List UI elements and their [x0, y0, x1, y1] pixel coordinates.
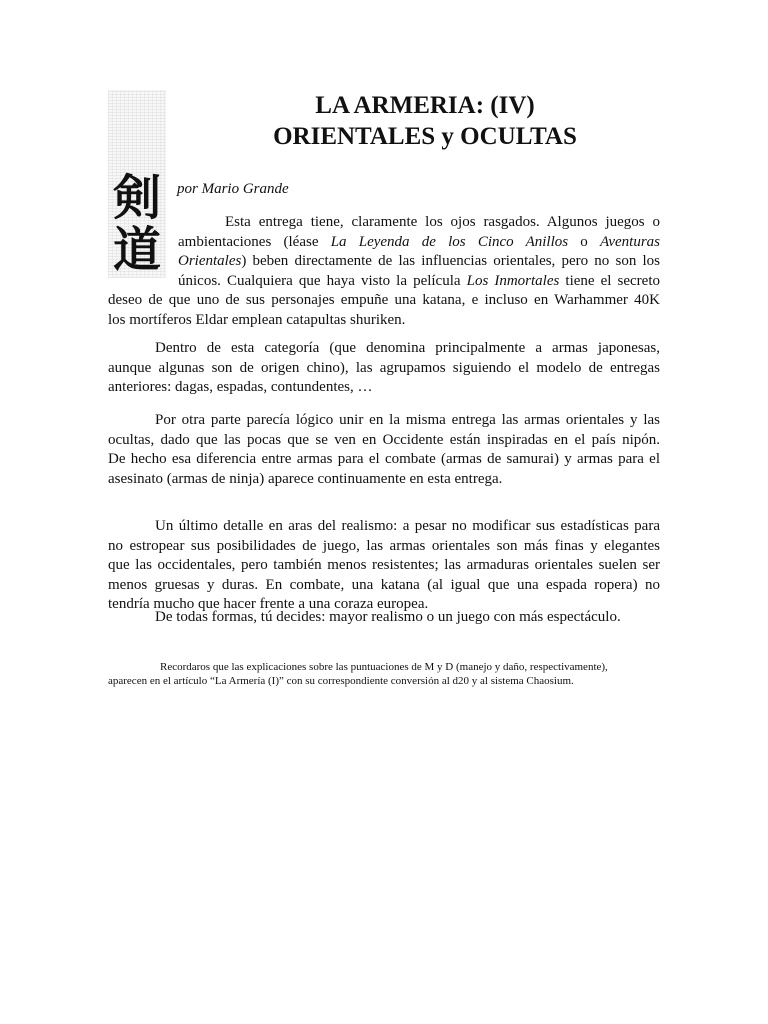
p2-line-3: anteriores: dagas, espadas, contundentes, …: [108, 379, 373, 395]
p3-line-1: Por otra parte parecía lógico unir en la misma entrega las armas orientales y las: [155, 412, 660, 428]
p4-line-1: Un último detalle en aras del realismo: a pesar no modificar sus estadísticas para: [155, 518, 660, 534]
intro-line-2: [108, 233, 660, 253]
footnote: [108, 660, 660, 688]
intro-text: tiene el secreto: [559, 272, 660, 289]
intro-line-5: deseo de que uno de sus personajes empuñe una katana, e incluso en Warhammer 40K: [108, 292, 660, 308]
p2-line-2: aunque algunas son de origen chino), las agrupamos siguiendo el modelo de entregas: [108, 359, 660, 376]
book-title-orientales: Orientales: [178, 253, 242, 269]
intro-text: o: [568, 233, 600, 250]
p4-line-4: menos gruesas y duras. En combate, una katana (al igual que una espada ropera) no: [108, 576, 660, 593]
p4-line-3: que las occidentales, pero también menos resistentes; las armaduras orientales suelen ser: [108, 557, 660, 573]
p3-line-2: ocultas, dado que las pocas que se ven en Occidente están inspiradas en el país nipón.: [108, 431, 660, 448]
intro-line-4: [108, 272, 660, 292]
intro-paragraph: [108, 213, 660, 330]
p3-line-4: asesinato (armas de ninja) aparece continuamente en esta entrega.: [108, 470, 503, 487]
paragraph-2: [108, 339, 660, 398]
book-title-aventuras: Aventuras: [600, 233, 660, 250]
book-title-leyenda: La Leyenda de los Cinco Anillos: [330, 233, 569, 250]
intro-text: ambientaciones (léase: [178, 233, 331, 250]
paragraph-3: [108, 411, 660, 489]
intro-line-3: [108, 252, 660, 272]
paragraph-4: [108, 517, 660, 615]
film-title-inmortales: Los Inmortales: [466, 272, 560, 289]
intro-line-6: los mortíferos Eldar emplean catapultas shuriken.: [108, 311, 406, 328]
footnote-line-2: aparecen en el artículo “La Armería (I)” con su correspondiente conversión al d20 y al sistema Chaosium.: [108, 675, 574, 687]
author-byline: por Mario Grande: [177, 181, 289, 197]
intro-line-1: Esta entrega tiene, claramente los ojos rasgados. Algunos juegos o: [225, 214, 660, 230]
article-title-line-1: LA ARMERIA: (IV): [315, 92, 535, 119]
p3-line-3: De hecho esa diferencia entre armas para el combate (armas de samurai) y armas para el: [108, 451, 660, 467]
article-title-line-2: ORIENTALES y OCULTAS: [273, 123, 577, 150]
p4-line-6: De todas formas, tú decides: mayor realismo o un juego con más espectáculo.: [155, 609, 621, 625]
intro-text: ) beben directamente de las influencias orientales, pero no son los: [241, 253, 660, 269]
p4-line-2: no estropear sus posibilidades de juego, las armas orientales son más finas y elegantes: [108, 537, 660, 554]
p2-line-1: Dentro de esta categoría (que denomina principalmente a armas japonesas,: [155, 340, 660, 356]
svg-text:道: 道: [112, 222, 162, 278]
intro-text: únicos. Cualquiera que haya visto la película: [178, 272, 467, 289]
footnote-line-1: Recordaros que las explicaciones sobre las puntuaciones de M y D (manejo y daño, respectivamente),: [160, 661, 608, 673]
p4-line-5: tendría mucho que hacer frente a una coraza europea.: [108, 596, 429, 612]
svg-text:剣: 剣: [112, 170, 162, 226]
